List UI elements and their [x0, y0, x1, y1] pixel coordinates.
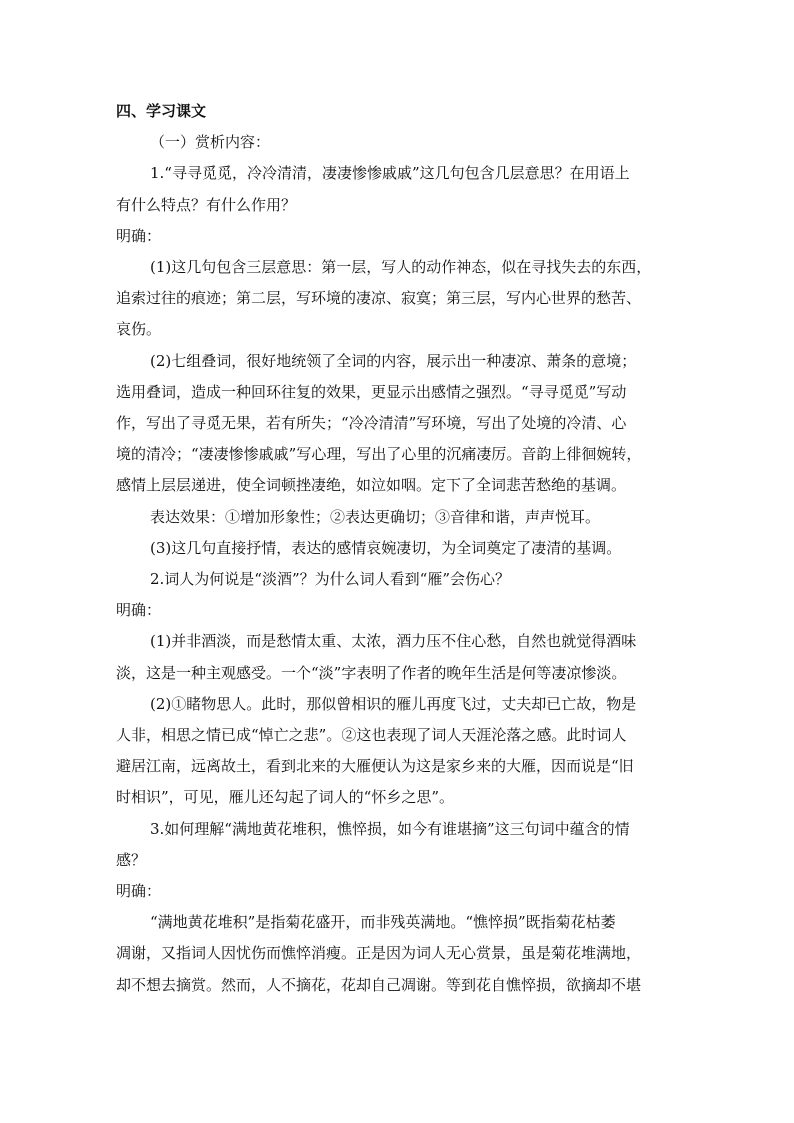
- q1-answer-3: (3)这几句直接抒情，表达的感情哀婉凄切，为全词奠定了凄清的基调。: [150, 538, 622, 557]
- q1-answer-2-line-3: 作，写出了寻觅无果，若有所失；“冷冷清清”写环境，写出了处境的冷清、心: [116, 414, 627, 433]
- subsection-heading: （一）赏析内容：: [150, 133, 271, 152]
- question-3-line-2: 感？: [116, 850, 147, 869]
- question-1-line-2: 有什么特点？有什么作用？: [116, 195, 297, 214]
- q2-answer-2-line-1: (2)①睹物思人。此时，那似曾相识的雁儿再度飞过，丈夫却已亡故，物是: [150, 694, 637, 713]
- q3-answer-line-1: “满地黄花堆积”是指菊花盛开，而非残英满地。“憔悴损”既指菊花枯萎: [150, 913, 616, 932]
- answer-label: 明确：: [116, 601, 162, 620]
- q1-expression-effect: 表达效果：①增加形象性；②表达更确切；③音律和谐，声声悦耳。: [150, 507, 601, 526]
- q1-answer-2-line-2: 选用叠词，造成一种回环往复的效果，更显示出感情之强烈。“寻寻觅觅”写动: [116, 382, 627, 401]
- question-1-line-1: 1.“寻寻觅觅，冷冷清清，凄凄惨惨戚戚”这几句包含几层意思？在用语上: [150, 164, 630, 183]
- document-page: [116, 96, 679, 1001]
- q1-answer-1-line-1: (1)这几句包含三层意思：第一层，写人的动作神态，似在寻找失去的东西，: [150, 258, 652, 277]
- q1-answer-2-line-1: (2)七组叠词，很好地统领了全词的内容，展示出一种凄凉、萧条的意境；: [150, 351, 637, 370]
- q2-answer-2-line-4: 时相识”，可见，雁儿还勾起了词人的“怀乡之思”。: [116, 788, 455, 807]
- q1-answer-2-line-4: 境的清冷；“凄凄惨惨戚戚”写心理，写出了心里的沉痛凄厉。音韵上徘徊婉转，: [116, 445, 642, 464]
- q1-answer-2-line-5: 感情上层层递进，使全词顿挫凄绝，如泣如咽。定下了全词悲苦愁绝的基调。: [116, 476, 627, 495]
- question-2-line-1: 2.词人为何说是“淡酒”？为什么词人看到“雁”会伤心？: [150, 570, 510, 589]
- q3-answer-line-3: 却不想去摘赏。然而，人不摘花，花却自己凋谢。等到花自憔悴损，欲摘却不堪: [116, 975, 642, 994]
- q1-answer-1-line-3: 哀伤。: [116, 320, 162, 339]
- q1-answer-1-line-2: 追索过往的痕迹；第二层，写环境的凄凉、寂寞；第三层，写内心世界的愁苦、: [116, 289, 642, 308]
- q2-answer-2-line-2: 人非，相思之情已成“悼亡之悲”。②这也表现了词人天涯沦落之感。此时词人: [116, 726, 627, 745]
- question-3-line-1: 3.如何理解“满地黄花堆积，憔悴损，如今有谁堪摘”这三句词中蕴含的情: [150, 819, 630, 838]
- q3-answer-line-2: 凋谢，又指词人因忧伤而憔悴消瘦。正是因为词人无心赏景，虽是菊花堆满地，: [116, 944, 642, 963]
- q2-answer-1-line-2: 淡，这是一种主观感受。一个“淡”字表明了作者的晚年生活是何等凄凉惨淡。: [116, 663, 627, 682]
- answer-label: 明确：: [116, 882, 162, 901]
- section-heading: 四、学习课文: [116, 102, 207, 120]
- q2-answer-1-line-1: (1)并非酒淡，而是愁情太重、太浓，酒力压不住心愁，自然也就觉得酒味: [150, 632, 637, 651]
- answer-label: 明确：: [116, 226, 162, 245]
- q2-answer-2-line-3: 避居江南，远离故土，看到北来的大雁便认为这是家乡来的大雁，因而说是“旧: [116, 757, 634, 776]
